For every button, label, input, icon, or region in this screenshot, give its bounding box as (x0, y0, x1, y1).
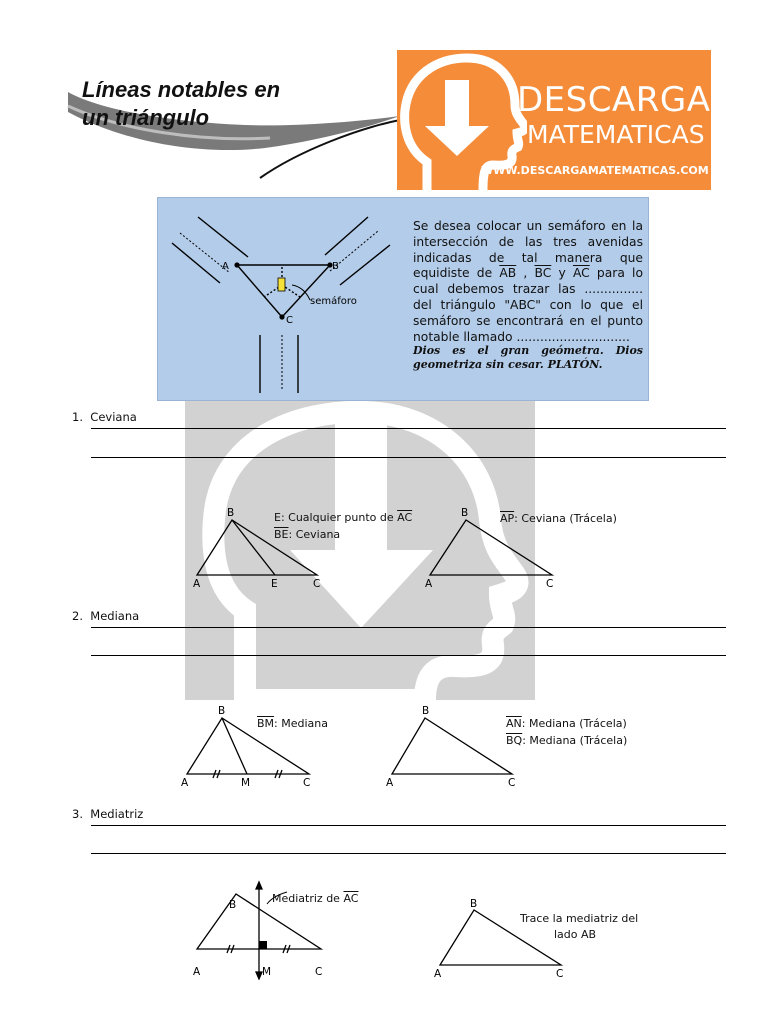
mediatriz-right-note (520, 911, 639, 943)
label-b: B (218, 705, 226, 717)
mediana-figure-right (380, 702, 530, 792)
label-a: A (181, 777, 189, 789)
segment-ac: $\overline{AC}$ (572, 266, 590, 281)
answer-line (91, 627, 726, 628)
section-label: Ceviana (90, 410, 137, 424)
label-a: A (425, 578, 433, 590)
segment-bm: $\overline{BM}$ (257, 717, 275, 730)
answer-line (91, 428, 726, 429)
answer-line (91, 825, 726, 826)
segment-ac: $\overline{AC}$ (343, 892, 359, 905)
label-a: A (386, 777, 394, 789)
problem-text-2: , (516, 266, 535, 281)
note-text: Mediatriz de (272, 892, 344, 905)
label-c: C (508, 777, 516, 789)
section-label: Mediatriz (90, 807, 144, 821)
answer-line (91, 457, 726, 458)
label-c: C (315, 966, 323, 978)
segment-ap: $\overline{AP}$ (500, 512, 515, 525)
section-number: 2. (72, 609, 83, 623)
title-line-2: un triángulo (82, 105, 210, 130)
label-m: M (262, 966, 272, 978)
label-a: A (434, 968, 442, 980)
section-number: 3. (72, 807, 83, 821)
descarga-matematicas-logo (397, 50, 711, 190)
label-m: M (241, 777, 251, 789)
label-e: E (271, 578, 278, 590)
label-a: A (193, 578, 201, 590)
note-line-1: Trace la mediatriz del (520, 912, 639, 925)
title-line-1: Líneas notables en (82, 77, 281, 102)
label-b: B (229, 899, 237, 911)
note-text: : Mediana (Trácela) (522, 734, 628, 747)
label-c: C (556, 968, 564, 980)
fig-label-b: B (332, 261, 339, 272)
page-title (82, 76, 382, 132)
label-b: B (227, 507, 235, 519)
segment-an: $\overline{AN}$ (506, 717, 522, 730)
mediatriz-left-note (272, 892, 358, 905)
traffic-light-figure (160, 205, 410, 400)
ceviana-right-note (500, 512, 617, 525)
section-label: Mediana (90, 609, 140, 623)
label-c: C (303, 777, 311, 789)
segment-ab: $\overline{AB}$ (499, 266, 517, 281)
ceviana-note-2 (274, 528, 340, 541)
fig-label-a: A (222, 261, 229, 272)
problem-text-4: para lo cual debemos trazar las ............... del triángulo "ABC" con lo que el semáforo se encontrará en el punto notable llamado ............................. (413, 266, 643, 344)
mediana-left-note (257, 717, 328, 730)
section-number: 1. (72, 410, 83, 424)
note-text: : Mediana (274, 717, 328, 730)
logo-url: WWW.DESCARGAMATEMATICAS.COM (481, 164, 709, 177)
note-text: : Mediana (Trácela) (521, 717, 627, 730)
note-text: E: Cualquier punto de (274, 511, 398, 524)
problem-statement (413, 219, 643, 345)
note-line-2: lado AB (553, 928, 597, 941)
section-mediatriz-heading (72, 807, 143, 821)
label-c: C (546, 578, 554, 590)
label-b: B (422, 705, 430, 717)
problem-text-3: y (551, 266, 573, 281)
section-mediana-heading (72, 609, 139, 623)
fig-label-semaforo: semáforo (310, 296, 357, 307)
segment-bq: $\overline{BQ}$ (506, 734, 523, 747)
segment-ac: $\overline{AC}$ (397, 511, 413, 524)
note-text: : Ceviana (Trácela) (514, 512, 617, 525)
segment-bc: $\overline{BC}$ (534, 266, 552, 281)
note-text: : Ceviana (288, 528, 341, 541)
label-a: A (193, 966, 201, 978)
label-b: B (461, 507, 469, 519)
problem-text-1: Se desea colocar un semáforo en la intersección de las tres avenidas indicadas de tal manera que equidiste de (413, 219, 643, 281)
label-b: B (470, 898, 478, 910)
logo-brand-line-1: DESCARGA (517, 80, 711, 120)
segment-be: $\overline{BE}$ (274, 528, 289, 541)
answer-line (91, 853, 726, 854)
mediana-figure-left (175, 702, 325, 792)
mediana-right-note-1 (506, 717, 627, 730)
logo-brand-line-2: MATEMATICAS (527, 120, 705, 149)
fig-label-c: C (286, 315, 293, 326)
mediana-right-note-2 (506, 734, 627, 747)
label-c: C (313, 578, 321, 590)
section-ceviana-heading (72, 410, 137, 424)
answer-line (91, 655, 726, 656)
platon-quote: Dios es el gran geómetra. Dios geometriza sin cesar. PLATÓN. (413, 344, 643, 371)
ceviana-note-1 (274, 511, 412, 524)
